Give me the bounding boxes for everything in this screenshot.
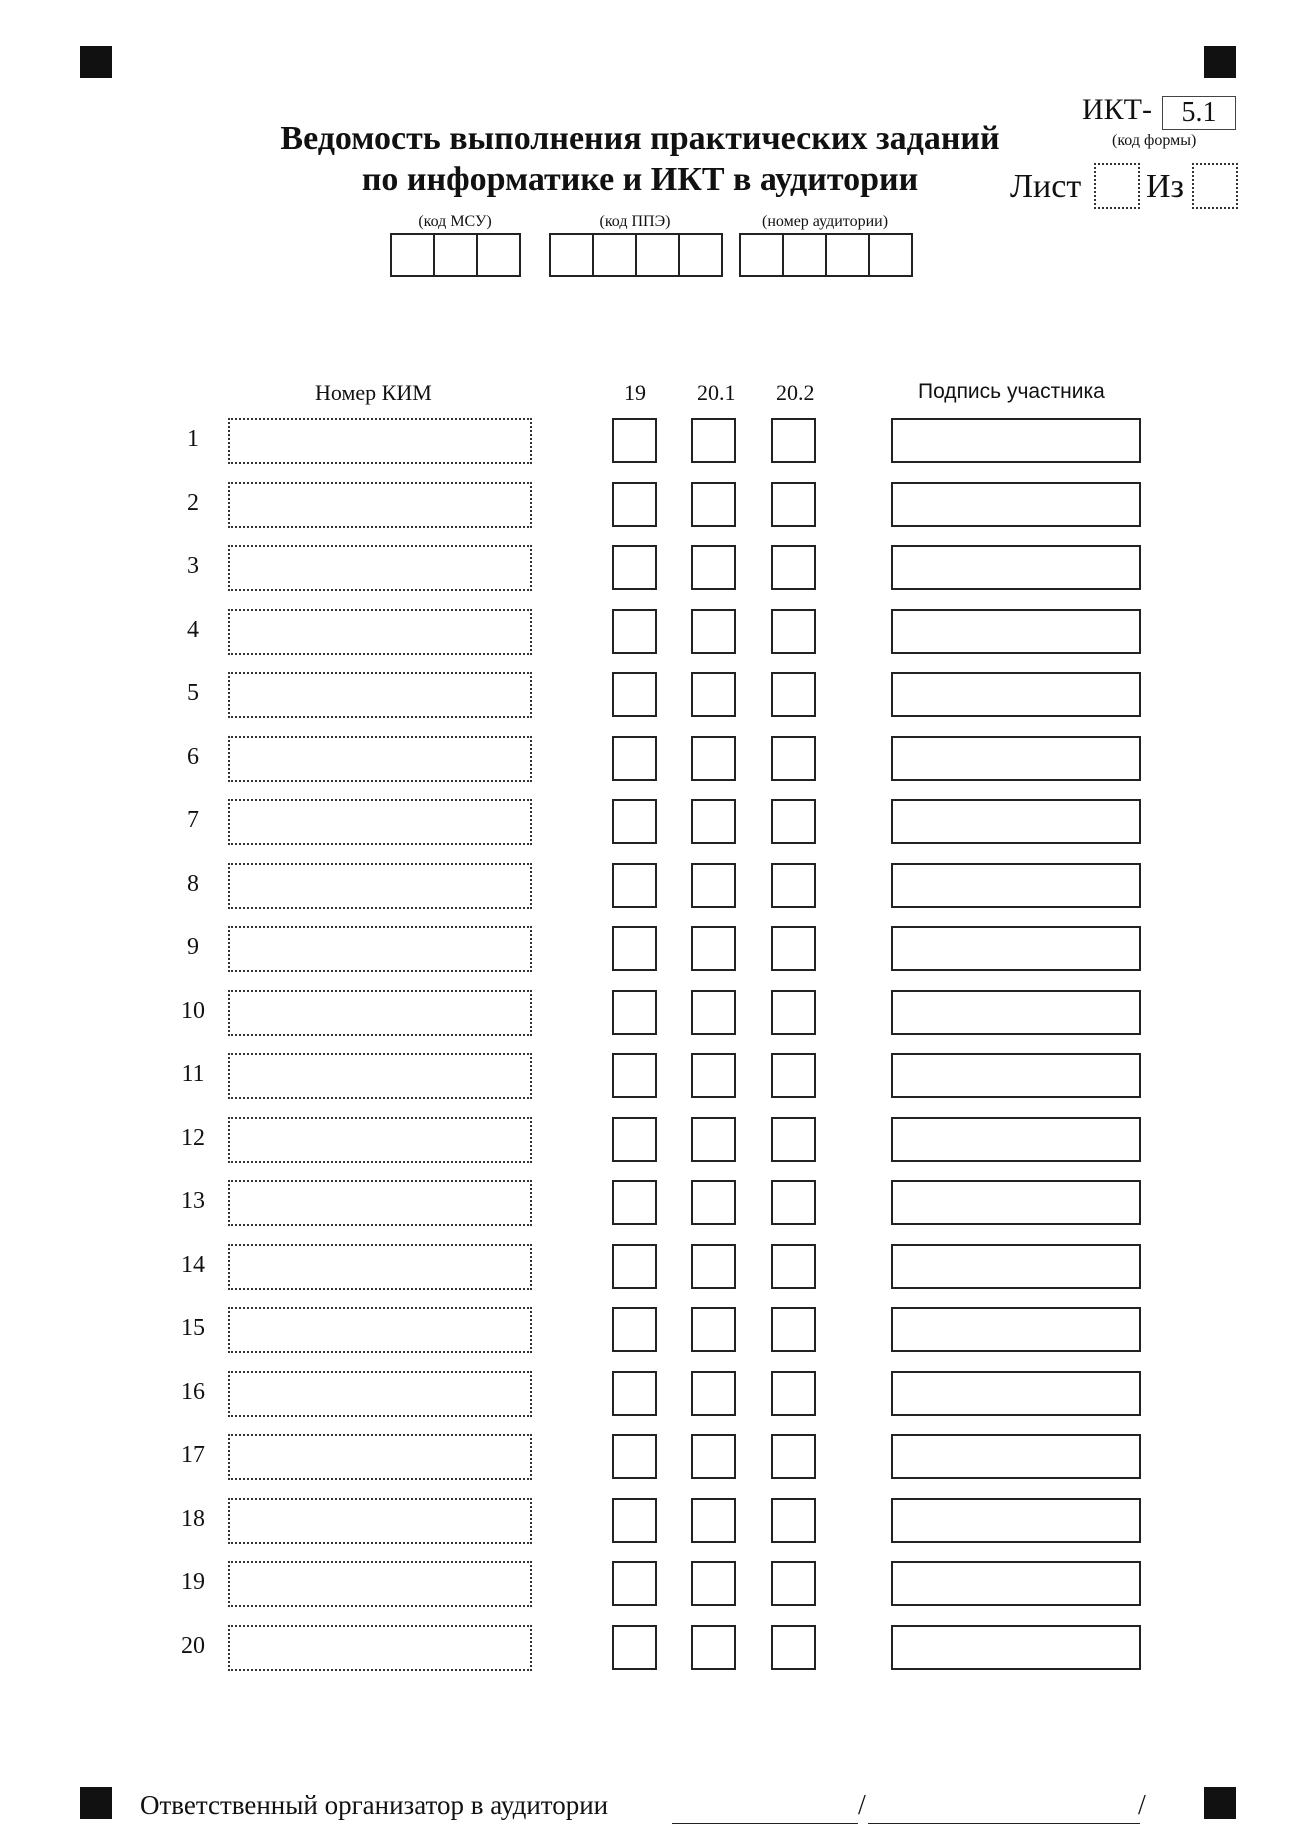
participant-signature-field[interactable] xyxy=(891,1371,1141,1416)
kim-number-field[interactable] xyxy=(228,672,532,718)
task-19-box[interactable] xyxy=(612,990,657,1035)
ppe-code-field[interactable] xyxy=(549,233,721,275)
task-20-1-box[interactable] xyxy=(691,1625,736,1670)
task-20-1-box[interactable] xyxy=(691,863,736,908)
task-20-1-box[interactable] xyxy=(691,1307,736,1352)
task-19-box[interactable] xyxy=(612,1371,657,1416)
task-20-1-box[interactable] xyxy=(691,672,736,717)
code-cell[interactable] xyxy=(549,233,594,277)
task-19-box[interactable] xyxy=(612,1625,657,1670)
registration-marker-bottom-right xyxy=(1204,1787,1236,1819)
task-20-1-box[interactable] xyxy=(691,799,736,844)
task-20-1-box[interactable] xyxy=(691,609,736,654)
room-number-caption: (номер аудитории) xyxy=(761,213,889,230)
row-number: 6 xyxy=(187,743,199,770)
table-row xyxy=(0,990,1303,1036)
kim-number-field[interactable] xyxy=(228,1561,532,1607)
participant-signature-field[interactable] xyxy=(891,672,1141,717)
code-cell[interactable] xyxy=(678,233,723,277)
ppe-code-caption: (код ППЭ) xyxy=(599,213,671,230)
task-20-2-box[interactable] xyxy=(771,926,816,971)
table-row xyxy=(0,1117,1303,1163)
task-20-1-box[interactable] xyxy=(691,1117,736,1162)
task-19-box[interactable] xyxy=(612,418,657,463)
registration-marker-top-left xyxy=(80,46,112,78)
form-code-prefix: ИКТ- xyxy=(1082,93,1152,126)
code-cell[interactable] xyxy=(635,233,680,277)
kim-number-field[interactable] xyxy=(228,863,532,909)
participant-signature-field[interactable] xyxy=(891,863,1141,908)
task-20-1-box[interactable] xyxy=(691,990,736,1035)
task-20-2-box[interactable] xyxy=(771,1371,816,1416)
task-19-header: 19 xyxy=(624,380,646,405)
sheet-label: Лист xyxy=(1010,168,1082,205)
task-19-box[interactable] xyxy=(612,1498,657,1543)
task-20-2-box[interactable] xyxy=(771,1625,816,1670)
participant-signature-field[interactable] xyxy=(891,736,1141,781)
kim-number-field[interactable] xyxy=(228,990,532,1036)
task-20-1-box[interactable] xyxy=(691,1498,736,1543)
participant-signature-field[interactable] xyxy=(891,1180,1141,1225)
kim-number-field[interactable] xyxy=(228,1117,532,1163)
table-row xyxy=(0,863,1303,909)
code-cell[interactable] xyxy=(825,233,870,277)
participant-signature-field[interactable] xyxy=(891,1498,1141,1543)
row-number: 5 xyxy=(187,680,199,706)
task-20-2-box[interactable] xyxy=(771,990,816,1035)
footer-separator-1: / xyxy=(858,1790,866,1821)
row-number: 3 xyxy=(187,553,199,579)
participant-signature-field[interactable] xyxy=(891,926,1141,971)
task-19-box[interactable] xyxy=(612,1180,657,1225)
organizer-name-line[interactable] xyxy=(868,1823,1140,1824)
responsible-organizer-label: Ответственный организатор в аудитории xyxy=(140,1790,609,1820)
registration-marker-top-right xyxy=(1204,46,1236,78)
participant-signature-field[interactable] xyxy=(891,1307,1141,1352)
kim-number-field[interactable] xyxy=(228,1434,532,1480)
signature-header: Подпись участника xyxy=(918,380,1105,403)
task-19-box[interactable] xyxy=(612,609,657,654)
participant-signature-field[interactable] xyxy=(891,1117,1141,1162)
task-19-box[interactable] xyxy=(612,1307,657,1352)
kim-number-field[interactable] xyxy=(228,418,532,464)
row-number: 7 xyxy=(187,807,199,833)
code-cell[interactable] xyxy=(476,233,521,277)
row-number: 20 xyxy=(181,1632,205,1659)
form-code-value: 5.1 xyxy=(1162,96,1236,130)
code-cell[interactable] xyxy=(390,233,435,277)
task-20-2-box[interactable] xyxy=(771,1498,816,1543)
table-row xyxy=(0,1561,1303,1607)
kim-number-field[interactable] xyxy=(228,926,532,972)
table-row xyxy=(0,1053,1303,1099)
task-19-box[interactable] xyxy=(612,736,657,781)
task-20-2-box[interactable] xyxy=(771,1053,816,1098)
code-cell[interactable] xyxy=(739,233,784,277)
task-20-2-box[interactable] xyxy=(771,863,816,908)
table-row xyxy=(0,1180,1303,1226)
kim-number-field[interactable] xyxy=(228,1498,532,1544)
task-20-2-box[interactable] xyxy=(771,799,816,844)
task-20-1-box[interactable] xyxy=(691,1561,736,1606)
row-number: 19 xyxy=(181,1569,205,1595)
kim-number-field[interactable] xyxy=(228,1625,532,1671)
form-title-line-1: Ведомость выполнения практических заданий xyxy=(280,120,1000,157)
row-number: 8 xyxy=(187,870,199,897)
task-20-2-box[interactable] xyxy=(771,482,816,527)
task-19-box[interactable] xyxy=(612,1561,657,1606)
participant-signature-field[interactable] xyxy=(891,482,1141,527)
task-19-box[interactable] xyxy=(612,863,657,908)
table-row xyxy=(0,1371,1303,1417)
table-row xyxy=(0,1498,1303,1544)
task-20-1-box[interactable] xyxy=(691,1053,736,1098)
participant-signature-field[interactable] xyxy=(891,799,1141,844)
row-number: 11 xyxy=(181,1061,205,1087)
participant-signature-field[interactable] xyxy=(891,1053,1141,1098)
task-20-2-box[interactable] xyxy=(771,1244,816,1289)
row-number: 4 xyxy=(187,616,199,643)
participant-signature-field[interactable] xyxy=(891,1561,1141,1606)
code-cell[interactable] xyxy=(868,233,913,277)
table-row xyxy=(0,1307,1303,1353)
form-title xyxy=(200,118,1080,200)
row-number: 18 xyxy=(181,1505,205,1532)
task-20-1-box[interactable] xyxy=(691,482,736,527)
row-number: 15 xyxy=(181,1315,205,1341)
task-20-1-box[interactable] xyxy=(691,545,736,590)
task-20-1-box[interactable] xyxy=(691,1180,736,1225)
table-row xyxy=(0,609,1303,655)
participant-signature-field[interactable] xyxy=(891,1244,1141,1289)
task-20-2-box[interactable] xyxy=(771,1307,816,1352)
code-cell[interactable] xyxy=(782,233,827,277)
participant-signature-field[interactable] xyxy=(891,990,1141,1035)
task-19-box[interactable] xyxy=(612,1117,657,1162)
table-row xyxy=(0,1625,1303,1671)
row-number: 17 xyxy=(181,1442,205,1468)
participant-signature-field[interactable] xyxy=(891,418,1141,463)
kim-number-field[interactable] xyxy=(228,1371,532,1417)
task-19-box[interactable] xyxy=(612,1434,657,1479)
footer-separator-2: / xyxy=(1138,1790,1146,1821)
task-20-1-box[interactable] xyxy=(691,1434,736,1479)
participant-signature-field[interactable] xyxy=(891,545,1141,590)
table-row xyxy=(0,482,1303,528)
kim-number-field[interactable] xyxy=(228,1244,532,1290)
kim-number-header: Номер КИМ xyxy=(315,380,432,405)
table-row xyxy=(0,418,1303,464)
kim-number-field[interactable] xyxy=(228,736,532,782)
kim-number-field[interactable] xyxy=(228,609,532,655)
kim-number-field[interactable] xyxy=(228,1307,532,1353)
msu-code-caption: (код МСУ) xyxy=(418,213,492,230)
task-20-1-box[interactable] xyxy=(691,736,736,781)
task-19-box[interactable] xyxy=(612,482,657,527)
task-20-2-box[interactable] xyxy=(771,1180,816,1225)
row-number: 2 xyxy=(187,489,199,516)
task-20-2-box[interactable] xyxy=(771,1117,816,1162)
task-20-2-box[interactable] xyxy=(771,672,816,717)
task-20-2-box[interactable] xyxy=(771,609,816,654)
task-19-box[interactable] xyxy=(612,1244,657,1289)
participant-signature-field[interactable] xyxy=(891,1625,1141,1670)
task-20-1-box[interactable] xyxy=(691,418,736,463)
kim-number-field[interactable] xyxy=(228,1053,532,1099)
task-20-2-box[interactable] xyxy=(771,1434,816,1479)
table-row xyxy=(0,736,1303,782)
room-number-field[interactable] xyxy=(739,233,911,275)
form-code-caption: (код формы) xyxy=(1112,132,1197,149)
task-20-1-box[interactable] xyxy=(691,926,736,971)
table-row xyxy=(0,1244,1303,1290)
task-20-2-header: 20.2 xyxy=(776,380,815,405)
task-19-box[interactable] xyxy=(612,1053,657,1098)
kim-number-field[interactable] xyxy=(228,1180,532,1226)
sheet-total-box[interactable] xyxy=(1192,163,1238,209)
table-row xyxy=(0,799,1303,845)
form-title-line-2: по информатике и ИКТ в аудитории xyxy=(361,161,919,198)
table-row xyxy=(0,926,1303,972)
code-cell[interactable] xyxy=(592,233,637,277)
row-number: 10 xyxy=(181,997,205,1024)
row-number: 9 xyxy=(187,934,199,960)
kim-number-field[interactable] xyxy=(228,799,532,845)
row-number: 14 xyxy=(181,1251,205,1278)
task-20-2-box[interactable] xyxy=(771,545,816,590)
kim-number-field[interactable] xyxy=(228,482,532,528)
participant-signature-field[interactable] xyxy=(891,1434,1141,1479)
row-number: 13 xyxy=(181,1188,205,1214)
registration-marker-bottom-left xyxy=(80,1787,112,1819)
table-row xyxy=(0,545,1303,591)
of-label: Из xyxy=(1146,168,1184,205)
task-19-box[interactable] xyxy=(612,926,657,971)
task-20-1-box[interactable] xyxy=(691,1371,736,1416)
task-19-box[interactable] xyxy=(612,672,657,717)
task-20-2-box[interactable] xyxy=(771,736,816,781)
kim-number-field[interactable] xyxy=(228,545,532,591)
msu-code-field[interactable] xyxy=(390,233,519,275)
table-row xyxy=(0,672,1303,718)
row-number: 12 xyxy=(181,1124,205,1151)
task-20-1-box[interactable] xyxy=(691,1244,736,1289)
task-20-1-header: 20.1 xyxy=(697,380,736,405)
table-row xyxy=(0,1434,1303,1480)
row-number: 1 xyxy=(187,426,199,452)
participant-signature-field[interactable] xyxy=(891,609,1141,654)
task-19-box[interactable] xyxy=(612,545,657,590)
task-20-2-box[interactable] xyxy=(771,1561,816,1606)
task-19-box[interactable] xyxy=(612,799,657,844)
code-cell[interactable] xyxy=(433,233,478,277)
row-number: 16 xyxy=(181,1378,205,1405)
organizer-signature-line[interactable] xyxy=(672,1823,858,1824)
sheet-number-box[interactable] xyxy=(1094,163,1140,209)
task-20-2-box[interactable] xyxy=(771,418,816,463)
